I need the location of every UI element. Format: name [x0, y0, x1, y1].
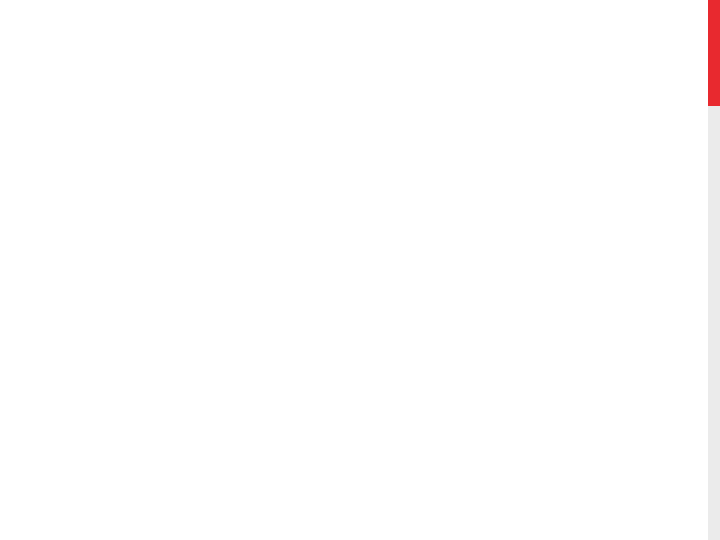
accent-bar-bottom: [708, 106, 720, 540]
accent-bar-top: [708, 0, 720, 106]
